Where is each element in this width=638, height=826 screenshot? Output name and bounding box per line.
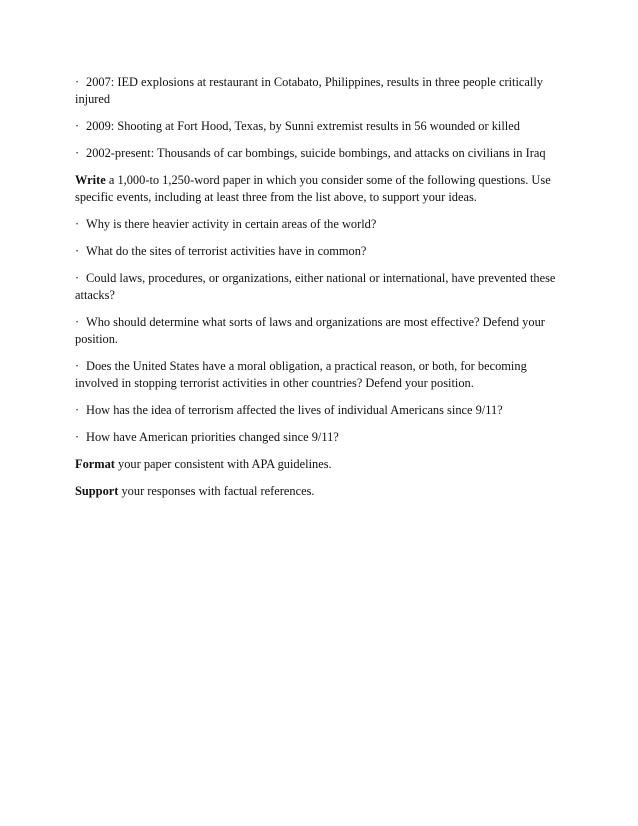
question-item bbox=[75, 429, 565, 446]
question-item bbox=[75, 243, 565, 260]
format-text: your paper consistent with APA guidelines. bbox=[114, 457, 332, 471]
bullet-icon: · bbox=[75, 217, 80, 231]
support-lead: Support bbox=[75, 484, 119, 498]
event-item bbox=[75, 118, 565, 135]
question-item bbox=[75, 314, 565, 348]
bullet-icon: · bbox=[75, 271, 80, 285]
bullet-icon: · bbox=[75, 75, 80, 89]
event-text: 2009: Shooting at Fort Hood, Texas, by Sunni extremist results in 56 wounded or killed bbox=[86, 119, 520, 133]
question-text: What do the sites of terrorist activities have in common? bbox=[86, 244, 367, 258]
bullet-icon: · bbox=[75, 359, 80, 373]
format-paragraph bbox=[75, 456, 565, 473]
question-text: How has the idea of terrorism affected the lives of individual Americans since 9/11? bbox=[86, 403, 503, 417]
event-text: 2007: IED explosions at restaurant in Cotabato, Philippines, results in three people critically injured bbox=[75, 75, 543, 106]
bullet-icon: · bbox=[75, 430, 80, 444]
bullet-icon: · bbox=[75, 315, 80, 329]
format-lead: Format bbox=[75, 457, 115, 471]
question-item bbox=[75, 270, 565, 304]
event-text: 2002-present: Thousands of car bombings, suicide bombings, and attacks on civilians in Iraq bbox=[86, 146, 546, 160]
question-list bbox=[75, 216, 565, 446]
bullet-icon: · bbox=[75, 146, 80, 160]
question-text: Could laws, procedures, or organizations, either national or international, have prevented these attacks? bbox=[75, 271, 556, 302]
question-text: Does the United States have a moral obligation, a practical reason, or both, for becoming involved in stopping terrorist activities in other countries? Defend your position. bbox=[75, 359, 527, 390]
document-body bbox=[75, 74, 565, 510]
question-item bbox=[75, 402, 565, 419]
instruction-text: a 1,000-to 1,250-word paper in which you consider some of the following questions. Use specific events, including at least three from the list above, to support your ideas. bbox=[75, 173, 551, 204]
event-list bbox=[75, 74, 565, 162]
instruction-lead: Write bbox=[75, 173, 106, 187]
support-paragraph bbox=[75, 483, 565, 500]
event-item bbox=[75, 145, 565, 162]
event-item bbox=[75, 74, 565, 108]
bullet-icon: · bbox=[75, 244, 80, 258]
question-text: Why is there heavier activity in certain areas of the world? bbox=[86, 217, 377, 231]
question-item bbox=[75, 358, 565, 392]
question-item bbox=[75, 216, 565, 233]
bullet-icon: · bbox=[75, 119, 80, 133]
instruction-paragraph bbox=[75, 172, 565, 206]
support-text: your responses with factual references. bbox=[118, 484, 315, 498]
question-text: How have American priorities changed since 9/11? bbox=[86, 430, 339, 444]
question-text: Who should determine what sorts of laws and organizations are most effective? Defend your position. bbox=[75, 315, 545, 346]
bullet-icon: · bbox=[75, 403, 80, 417]
